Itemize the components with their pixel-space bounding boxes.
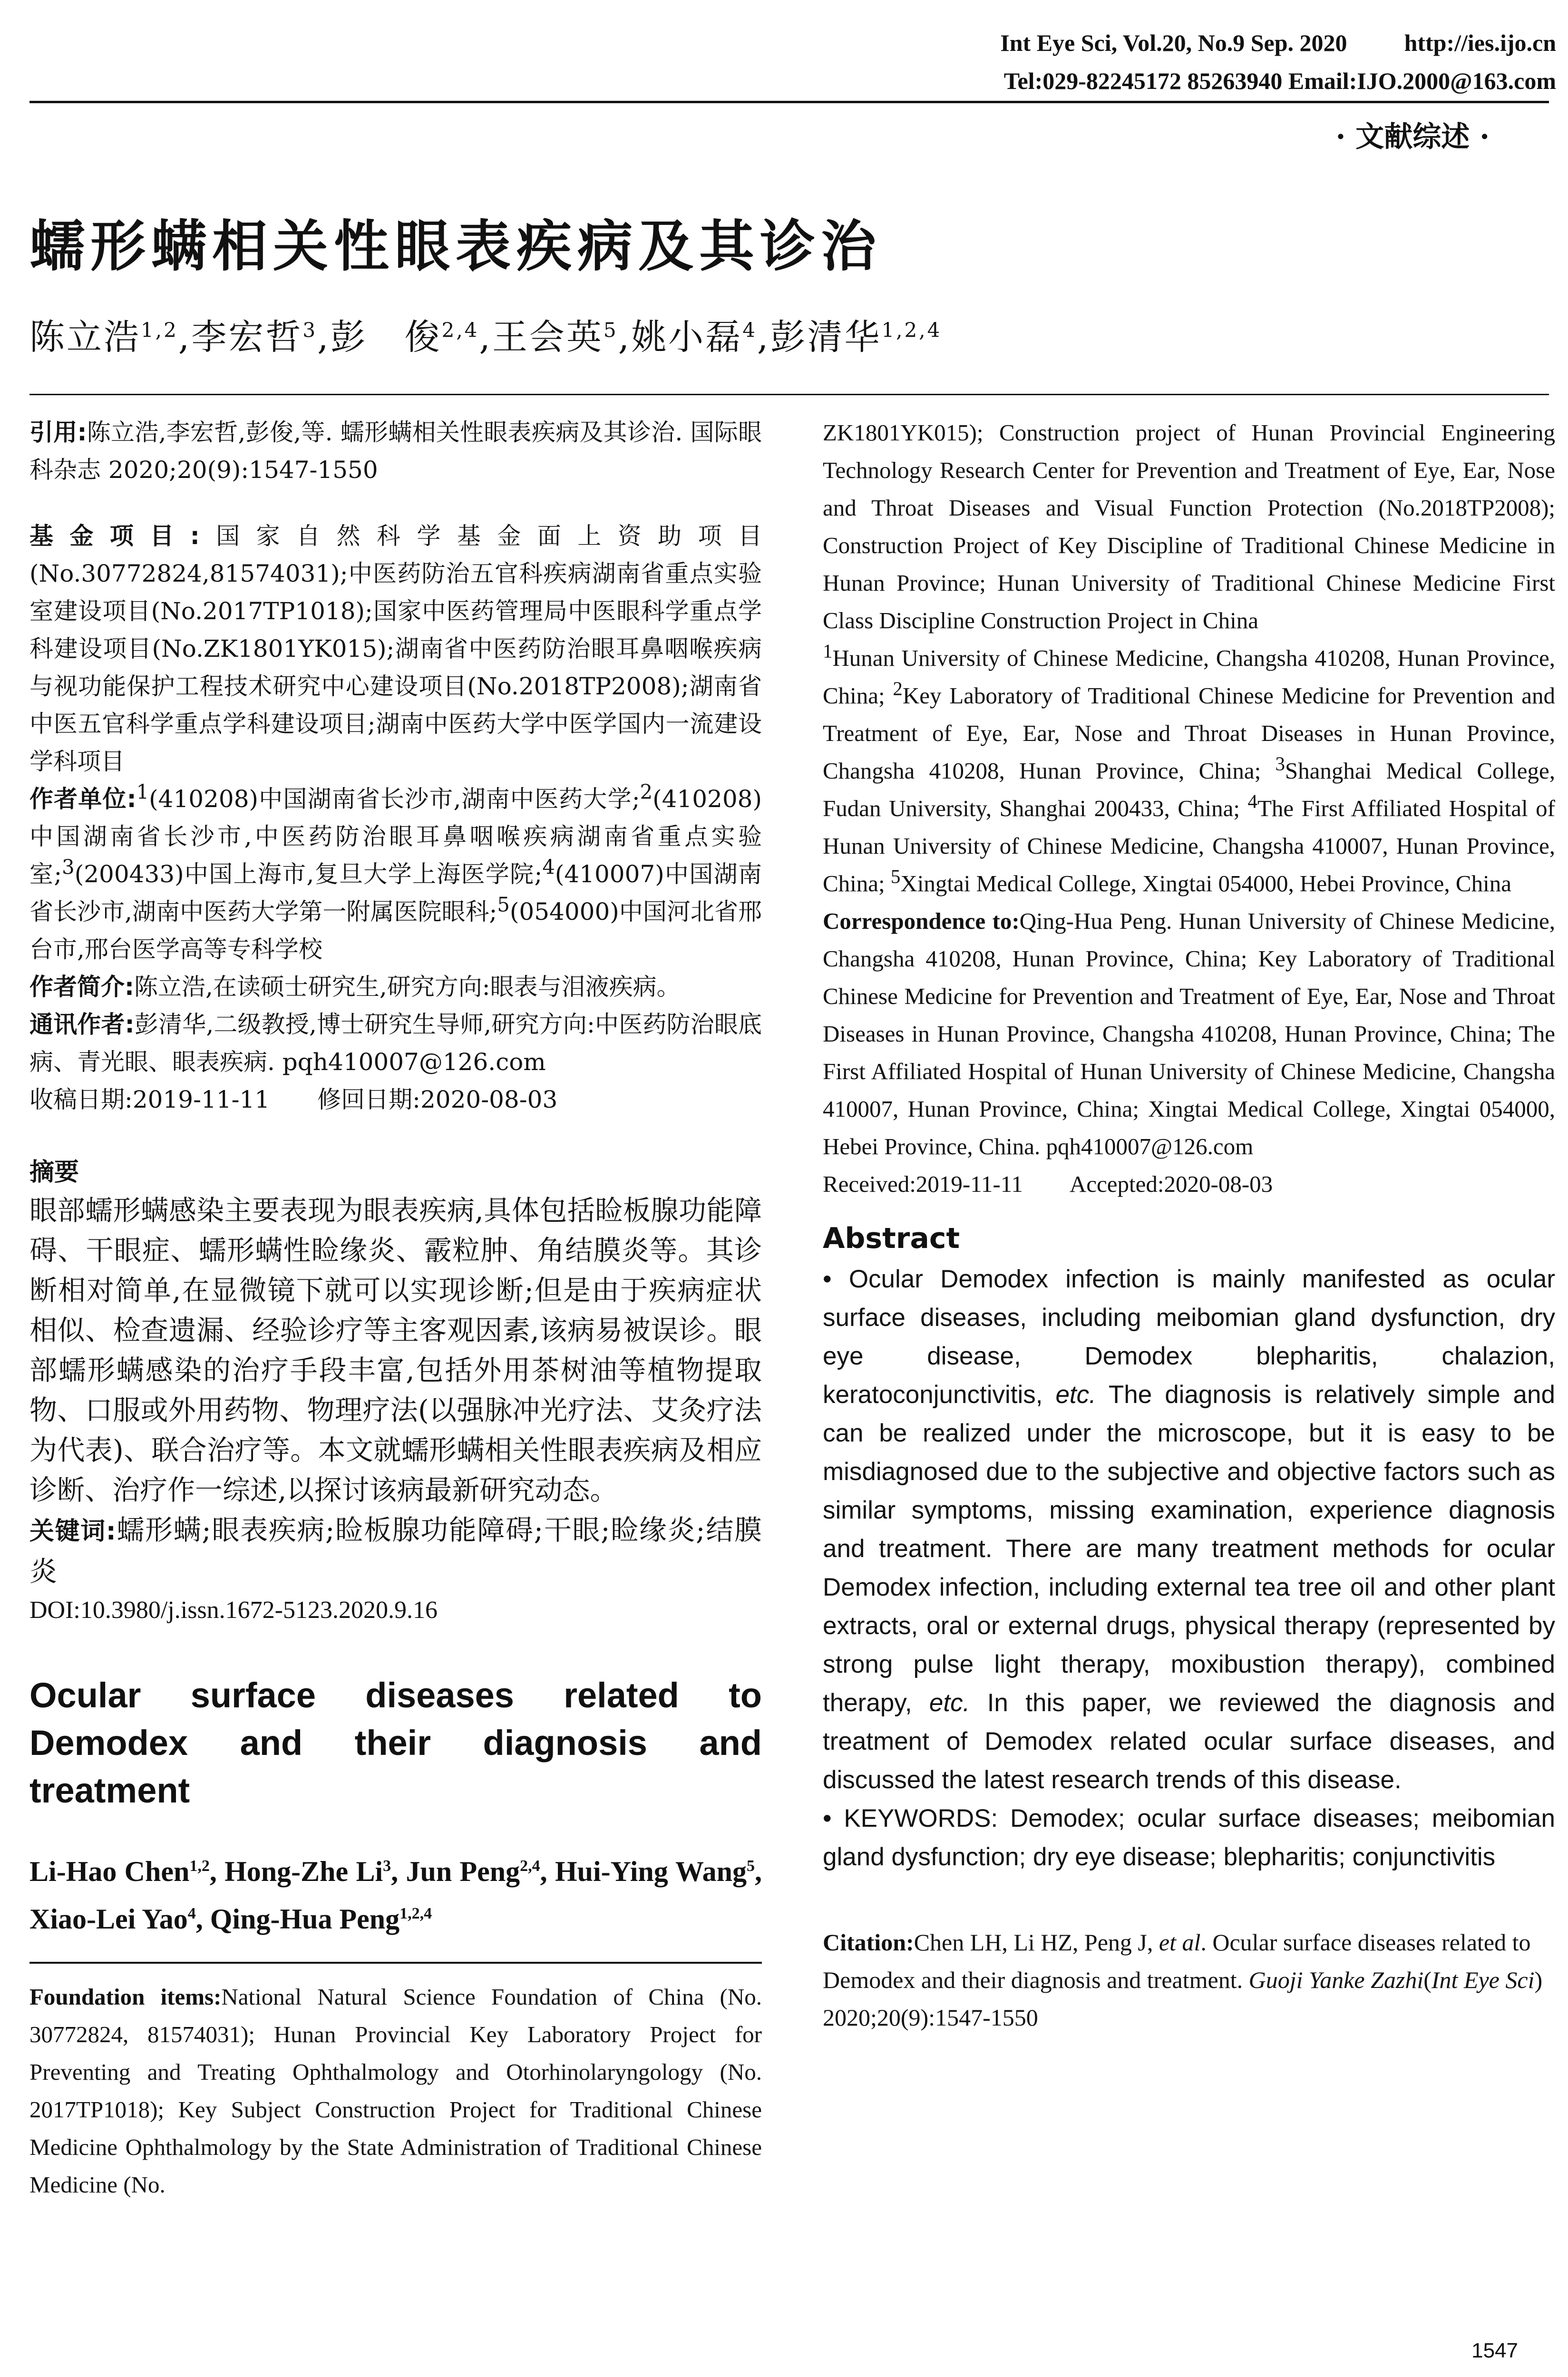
author-affil-sup: 4 [187, 1905, 196, 1922]
author-affil-sup: 1,2,4 [399, 1905, 432, 1922]
author-en: Li-Hao Chen [29, 1856, 190, 1887]
affil-sup: 2 [640, 780, 653, 804]
affil-sup: 1 [136, 780, 149, 804]
citation-cn-text: 陈立浩,李宏哲,彭俊,等. 蠕形螨相关性眼表疾病及其诊治. 国际眼科杂志 2020;20(9):1547-1550 [29, 419, 762, 484]
corr-en-label: Correspondence to: [823, 908, 1020, 934]
affil-sup: 4 [1247, 790, 1257, 812]
journal-line: Int Eye Sci, Vol.20, No.9 Sep. 2020 [1000, 29, 1347, 56]
dates-en: Received:2019-11-11 Accepted:2020-08-03 [823, 1171, 1273, 1197]
journal-header [1000, 24, 1556, 100]
citation-en-part: ( [1423, 1967, 1432, 1993]
author-cn: 彭清华 [770, 317, 882, 358]
affil-item: Hunan University of Chinese Medicine, Changsha 410208, Hunan Province, China; [823, 645, 1555, 709]
affil-sup: 3 [1275, 753, 1285, 775]
author-affil-sup: 3 [383, 1857, 391, 1875]
affil-item: (054000)中国河北省邢台市,邢台医学高等专科学校 [29, 898, 762, 963]
affil-item: (200433)中国上海市,复旦大学上海医学院; [74, 860, 543, 888]
authors-cn: 陈立浩$^{1,2}$,李宏哲$^3$,彭 俊$^{2,4}$,王会英$^5$,姚小磊$^4$,彭清华$^{1,2,4}$ [29, 317, 942, 358]
citation-en-part: ) 2020;20(9):1547-1550 [823, 1967, 1543, 2031]
citation-cn-label: 引用: [29, 419, 87, 446]
affil-item: Key Laboratory of Traditional Chinese Medicine for Prevention and Treatment of Eye, Ear, Nose and Throat Diseases in Hunan Province, Changsha 410208, Hunan Province, China; [823, 682, 1555, 784]
foundation-en-cont: ZK1801YK015); Construction project of Hunan Provincial Engineering Technology Research Center for Prevention and Treatment of Eye, Ear, Nose and Throat Diseases and Visual Function Protection (No.2018TP2008); Construction Project of Key Discipline of Traditional Chinese Medicine in Hunan Province; Hunan University of Traditional Chinese Medicine First Class Discipline Construction Project in China [823, 419, 1555, 633]
author-en: Hui-Ying Wang [555, 1856, 747, 1887]
author-cn: 陈立浩 [29, 317, 141, 358]
fund-cn-text: 国家自然科学基金面上资助项目(No.30772824,81574031);中医药防治五官科疾病湖南省重点实验室建设项目(No.2017TP1018);国家中医药管理局中医眼科学重点学科建设项目(No.ZK1801YK015);湖南省中医药防治眼耳鼻咽喉疾病与视功能保护工程技术研究中心建设项目(No.2018TP2008);湖南省中医五官科学重点学科建设项目;湖南中医药大学中医学国内一流建设学科项目 [29, 522, 762, 775]
affil-sup: 4 [542, 855, 555, 879]
affil-sup: 5 [497, 893, 510, 916]
bio-cn-text: 陈立浩,在读硕士研究生,研究方向:眼表与泪液疾病。 [134, 973, 681, 1001]
fund-cn [29, 517, 762, 780]
affil-sup: 2 [893, 678, 903, 700]
author-cn: 彭 俊 [330, 317, 442, 358]
author-en: Qing-Hua Peng [210, 1903, 400, 1935]
corresponding-cn [29, 1006, 762, 1081]
doi: DOI:10.3980/j.issn.1672-5123.2020.9.16 [29, 1597, 438, 1624]
left-column [29, 414, 762, 2203]
abstract-en-part: In this paper, we reviewed the diagnosis and treatment of Demodex related ocular surface diseases, and discussed the latest research trends of this disease. [823, 1689, 1555, 1794]
abstract-en-part: The diagnosis is relatively simple and can be realized under the microscope, but it is easy to be misdiagnosed due to the subjective and objective factors such as similar symptoms, missing examination, experience diagnosis and treatment. There are many treatment methods for ocular Demodex infection, including external tea tree oil and other plant extracts, oral or external drugs, physical therapy (represented by strong pulse light therapy, moxibustion therapy), combined therapy, [823, 1381, 1555, 1717]
affil-sup: 1 [823, 640, 833, 662]
authors-en: Li-Hao Chen$^{1,2}$, Hong-Zhe Li$^3$, Jun Peng$^{2,4}$, Hui-Ying Wang$^5$, Xiao-Lei Yao$^4$, Qing-Hua Peng$^{1,2,4}$ [29, 1856, 762, 1935]
keywords-cn [29, 1510, 762, 1591]
journal-contact: Tel:029-82245172 85263940 Email:IJO.2000@163.com [1003, 68, 1556, 94]
citation-en-part: Chen LH, Li HZ, Peng J, [914, 1929, 1159, 1956]
keywords-en: • KEYWORDS: Demodex; ocular surface diseases; meibomian gland dysfunction; dry eye disease; blepharitis; conjunctivitis [823, 1804, 1555, 1871]
author-affil-sup: 1,2 [141, 318, 178, 342]
citation-en-journal-en: Int Eye Sci [1431, 1967, 1535, 1993]
authors-rule [29, 1962, 762, 1964]
author-affil-sup: 3 [302, 318, 318, 342]
citation-en-journal: Guoji Yanke Zazhi [1248, 1967, 1424, 1993]
author-cn: 姚小磊 [631, 317, 743, 358]
page-title: 蠕形螨相关性眼表疾病及其诊治 [29, 214, 882, 279]
author-affil-sup: 1,2,4 [881, 318, 942, 342]
author-cn: 王会英 [492, 317, 604, 358]
abstract-en-text [823, 1260, 1555, 1799]
keywords-cn-label: 关键词: [29, 1517, 116, 1546]
citation-en [823, 1924, 1555, 2036]
author-affil-sup: 1,2 [189, 1857, 210, 1875]
foundation-en-text: National Natural Science Foundation of China (No. 30772824, 81574031); Hunan Provincial Key Laboratory Project for Preventing and Treating Ophthalmology and Otorhinolaryngology (No. 2017TP1018); Key Subject Construction Project for Traditional Chinese Medicine Ophthalmology by the State Administration of Traditional Chinese Medicine (No. [29, 1984, 762, 2198]
foundation-en [29, 1978, 762, 2203]
corr-cn-text: 彭清华,二级教授,博士研究生导师,研究方向:中医药防治眼底病、青光眼、眼表疾病. pqh410007@126.com [29, 1011, 762, 1076]
journal-url[interactable]: http://ies.ijo.cn [1404, 29, 1556, 56]
abstract-en-etc: etc. [1055, 1381, 1096, 1409]
affil-item: (410007)中国湖南省长沙市,湖南中医药大学第一附属医院眼科; [29, 860, 762, 925]
correspondence-en [823, 902, 1555, 1165]
affiliations-en [823, 639, 1555, 902]
abstract-en-heading: Abstract [823, 1222, 960, 1255]
header-rule [29, 101, 1549, 103]
citation-en-etal: et al [1159, 1929, 1201, 1956]
page-number: 1547 [1471, 2339, 1518, 2362]
author-affil-sup: 2,4 [441, 318, 479, 342]
dates-cn: 收稿日期:2019-11-11 修回日期:2020-08-03 [29, 1086, 558, 1113]
affiliations-cn [29, 780, 762, 968]
affil-sup: 3 [62, 855, 75, 879]
author-affil-sup: 5 [747, 1857, 755, 1875]
affil-item: The First Affiliated Hospital of Hunan University of Chinese Medicine, Changsha 410007, Hunan Province, China; [823, 795, 1556, 896]
author-en: Hong-Zhe Li [224, 1856, 383, 1887]
abstract-en-part: • Ocular Demodex infection is mainly manifested as ocular surface diseases, including meibomian gland dysfunction, dry eye disease, Demodex blepharitis, chalazion, keratoconjunctivitis, [823, 1265, 1555, 1409]
affil-cn-label: 作者单位: [29, 785, 136, 813]
abstract-en-etc: etc. [929, 1689, 970, 1717]
section-tag: · 文献综述 · [1335, 120, 1490, 154]
english-title: Ocular surface diseases related to Demodex and their diagnosis and treatment [29, 1676, 762, 1810]
bio-cn-label: 作者简介: [29, 973, 134, 1001]
affil-item: (410208)中国湖南省长沙市,中医药防治眼耳鼻咽喉疾病湖南省重点实验室; [29, 785, 762, 888]
foundation-en-label: Foundation items: [29, 1984, 222, 2010]
author-bio-cn [29, 968, 762, 1006]
author-cn: 李宏哲 [191, 317, 303, 358]
fund-cn-label: 基金项目: [29, 522, 200, 550]
citation-en-label: Citation: [823, 1929, 914, 1956]
author-affil-sup: 4 [742, 318, 757, 342]
author-affil-sup: 2,4 [520, 1857, 540, 1875]
abstract-cn-text: 眼部蠕形螨感染主要表现为眼表疾病,具体包括睑板腺功能障碍、干眼症、蠕形螨性睑缘炎、霰粒肿、角结膜炎等。其诊断相对简单,在显微镜下就可以实现诊断;但是由于疾病症状相似、检查遗漏、经验诊疗等主客观因素,该病易被误诊。眼部蠕形螨感染的治疗手段丰富,包括外用茶树油等植物提取物、口服或外用药物、物理疗法(以强脉冲光疗法、艾灸疗法为代表)、联合治疗等。本文就蠕形螨相关性眼表疾病及相应诊断、治疗作一综述,以探讨该病最新研究动态。 [29, 1194, 762, 1506]
citation-cn [29, 414, 762, 489]
affil-item: (410208)中国湖南省长沙市,湖南中医药大学; [149, 785, 640, 813]
title-rule [29, 394, 1549, 395]
right-column [823, 414, 1555, 2036]
affil-sup: 5 [890, 866, 901, 887]
affil-item: Xingtai Medical College, Xingtai 054000, Hebei Province, China [900, 870, 1511, 896]
affil-item: Shanghai Medical College, Fudan University, Shanghai 200433, China; [823, 758, 1555, 821]
keywords-cn-text: 蠕形螨;眼表疾病;睑板腺功能障碍;干眼;睑缘炎;结膜炎 [29, 1514, 762, 1588]
corr-en-text: Qing-Hua Peng. Hunan University of Chinese Medicine, Changsha 410208, Hunan Province, China; Key Laboratory of Traditional Chinese Medicine for Prevention and Treatment of Eye, Ear, Nose and Throat Diseases in Hunan Province, Changsha 410208, Hunan Province, China; The First Affiliated Hospital of Hunan University of Chinese Medicine, Changsha 410007, Hunan Province, China; Xingtai Medical College, Xingtai 054000, Hebei Province, China. pqh410007@126.com [823, 908, 1556, 1159]
author-en: Xiao-Lei Yao [29, 1903, 188, 1935]
abstract-cn-heading: 摘要 [29, 1158, 79, 1187]
citation-en-part: . Ocular surface diseases related to Demodex and their diagnosis and treatment. [823, 1929, 1531, 1993]
author-affil-sup: 5 [603, 318, 618, 342]
author-en: Jun Peng [406, 1856, 520, 1887]
corr-cn-label: 通讯作者: [29, 1011, 135, 1038]
